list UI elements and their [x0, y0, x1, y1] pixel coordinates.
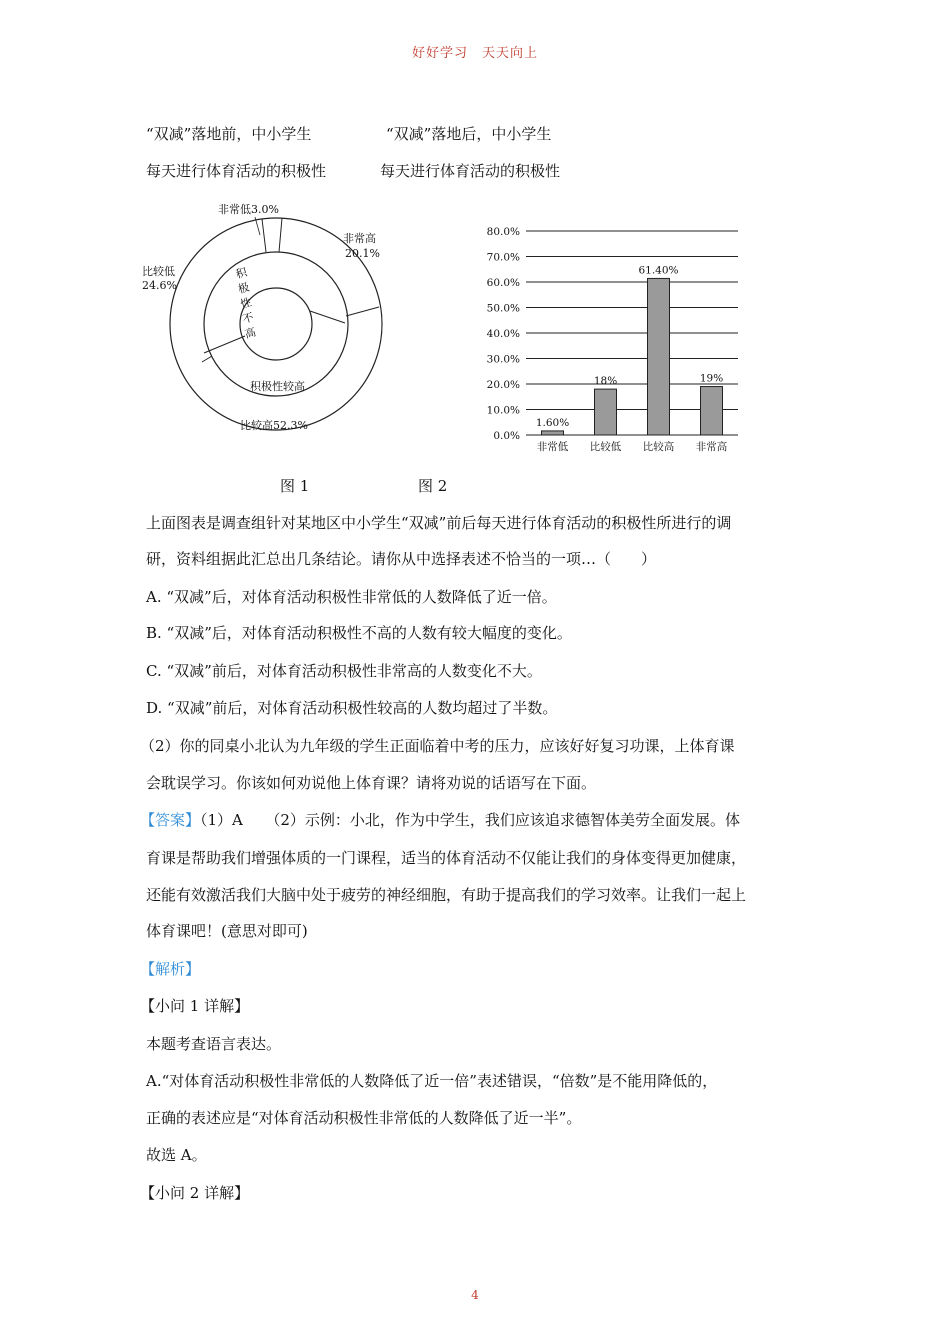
bar-yticks	[487, 226, 520, 442]
analysis-line4: 故选 A。	[146, 1146, 207, 1164]
label-very-low: 非常低3.0%	[218, 203, 279, 216]
label-inner-high: 积极性较高	[250, 380, 305, 393]
analysis-sub1: 【小问 1 详解】	[140, 997, 250, 1015]
answer-line4: 体育课吧！(意思对即可)	[146, 922, 308, 940]
page-number: 4	[471, 1288, 479, 1302]
y-tick-label: 30.0%	[486, 353, 520, 366]
option-d: D. “双减”前后，对体育活动积极性较高的人数均超过了半数。	[146, 699, 558, 717]
fig2-title-line1: “双减”落地后，中小学生	[386, 125, 552, 143]
y-tick-label: 50.0%	[486, 302, 520, 315]
bar-value-label: 18%	[593, 375, 618, 388]
x-tick-label: 比较高	[642, 441, 675, 453]
fig1-title-line1: “双减”落地前，中小学生	[146, 125, 312, 143]
answer-line3: 还能有效激活我们大脑中处于疲劳的神经细胞，有助于提高我们的学习效率。让我们一起上	[146, 886, 747, 904]
fig1-title-line2: 每天进行体育活动的积极性	[146, 162, 327, 180]
donut-chart	[140, 195, 400, 440]
y-tick-label: 20.0%	[486, 379, 520, 391]
analysis-line2: A.“对体育活动积极性非常低的人数降低了近一倍”表述错误，“倍数”是不能用降低的，	[146, 1072, 718, 1090]
answer-tag: 【答案】	[140, 811, 201, 829]
q2-line2: 会耽误学习。你该如何劝说他上体育课？请将劝说的话语写在下面。	[146, 774, 597, 792]
fig2-title-line2: 每天进行体育活动的积极性	[380, 162, 561, 180]
y-tick-label: 70.0%	[486, 251, 520, 264]
label-very-high-pct: 20.1%	[345, 247, 380, 260]
analysis-tag: 【解析】	[140, 960, 201, 978]
option-b: B. “双减”后，对体育活动积极性不高的人数有较大幅度的变化。	[146, 624, 572, 642]
x-tick-label: 非常高	[695, 441, 728, 453]
answer-text-1: （1）A （2）示例：小北，作为中学生，我们应该追求德智体美劳全面发展。体	[200, 811, 740, 829]
divider-3	[346, 307, 379, 316]
bar-xticks	[537, 440, 728, 453]
bar	[542, 431, 564, 435]
page-header: 好好学习 天天向上	[411, 46, 538, 61]
inner-divider-right	[310, 311, 345, 323]
y-tick-label: 40.0%	[486, 328, 520, 340]
fig1-label: 图 1	[280, 477, 310, 495]
inner-divider-left	[204, 336, 245, 353]
fig2-label: 图 2	[418, 477, 448, 495]
outer-ring-inner	[204, 252, 348, 396]
answer-line2: 育课是帮助我们增强体质的一门课程，适当的体育活动不仅能让我们的身体变得更加健康，	[146, 849, 747, 867]
x-tick-label: 比较低	[589, 441, 622, 453]
inner-low-char-4: 不	[241, 310, 256, 327]
analysis-line3: 正确的表述应是“对体育活动积极性非常低的人数降低了近一半”。	[146, 1109, 582, 1127]
option-a: A. “双减”后，对体育活动积极性非常低的人数降低了近一倍。	[146, 588, 557, 606]
label-very-high: 非常高	[343, 232, 376, 245]
analysis-sub2: 【小问 2 详解】	[140, 1184, 250, 1202]
label-fairly-low-pct: 24.6%	[142, 279, 177, 292]
bar-chart	[480, 215, 750, 460]
question-stem-line2: 研，资料组据此汇总出几条结论。请你从中选择表述不恰当的一项…（ ）	[146, 550, 657, 568]
divider-1	[262, 219, 266, 252]
inner-low-char-2: 极	[236, 280, 251, 297]
divider-2	[279, 218, 282, 252]
y-tick-label: 10.0%	[486, 404, 520, 417]
inner-low-char-1: 积	[234, 265, 249, 282]
y-tick-label: 80.0%	[486, 226, 520, 238]
inner-low-char-3: 性	[238, 295, 253, 312]
divider-4	[202, 356, 212, 362]
bar-value-label: 61.40%	[638, 264, 679, 277]
label-fairly-low: 比较低	[142, 265, 175, 278]
bar	[701, 387, 723, 435]
question-stem-line1: 上面图表是调查组针对某地区中小学生“双减”前后每天进行体育活动的积极性所进行的调	[146, 514, 732, 532]
inner-low-char-5: 高	[243, 325, 258, 342]
q2-line1: （2）你的同桌小北认为九年级的学生正面临着中考的压力，应该好好复习功课，上体育课	[140, 737, 735, 755]
bar-value-label: 19%	[699, 372, 724, 385]
y-tick-label: 60.0%	[486, 277, 520, 289]
option-c: C. “双减”前后，对体育活动积极性非常高的人数变化不大。	[146, 662, 542, 680]
bar-value-label: 1.60%	[535, 416, 570, 429]
bar	[648, 278, 670, 435]
label-fairly-high: 比较高52.3%	[240, 419, 308, 432]
answer-line1	[140, 810, 740, 830]
x-tick-label: 非常低	[536, 441, 569, 453]
bar	[595, 389, 617, 435]
analysis-line1: 本题考查语言表达。	[146, 1035, 282, 1053]
y-tick-label: 0.0%	[493, 430, 520, 442]
